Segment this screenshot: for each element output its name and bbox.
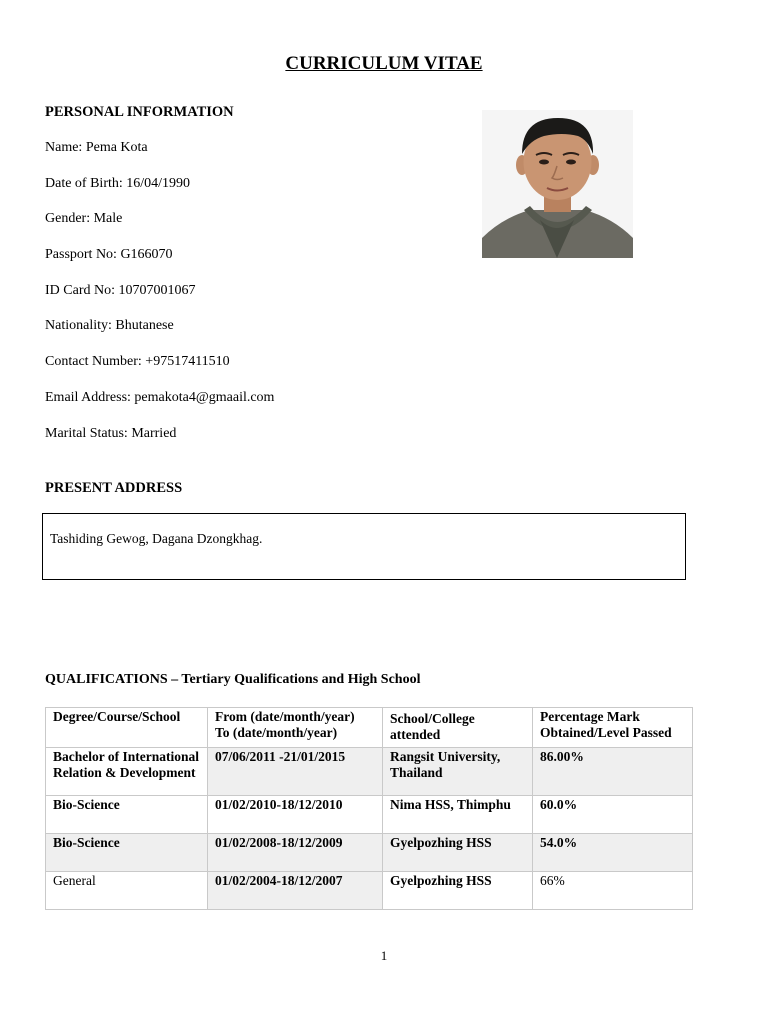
header-mark: Percentage Mark Obtained/Level Passed (533, 708, 693, 748)
row-course: Bachelor of International Relation & Development (46, 748, 208, 796)
personal-information-heading: PERSONAL INFORMATION (45, 104, 234, 120)
row-dates: 01/02/2010-18/12/2010 (208, 796, 383, 834)
portrait-illustration (482, 110, 633, 258)
row-dates: 01/02/2008-18/12/2009 (208, 834, 383, 872)
table-row (46, 872, 693, 910)
name-field: Name: Pema Kota (45, 140, 148, 155)
contact-number-field: Contact Number: +97517411510 (45, 354, 230, 370)
row-dates: 01/02/2004-18/12/2007 (208, 872, 383, 910)
profile-photo (482, 110, 633, 258)
header-dates (208, 708, 383, 748)
table-row (46, 796, 693, 834)
personal-information-list (45, 140, 274, 461)
present-address-text: Tashiding Gewog, Dagana Dzongkhag. (50, 531, 263, 546)
nationality-field: Nationality: Bhutanese (45, 318, 174, 334)
header-dates-to: To (date/month/year) (215, 725, 338, 740)
marital-status-field: Marital Status: Married (45, 425, 177, 441)
row-school: Rangsit University, Thailand (383, 748, 533, 796)
header-course: Degree/Course/School (46, 708, 208, 748)
row-course: General (46, 872, 208, 910)
row-mark: 54.0% (533, 834, 693, 872)
row-mark: 60.0% (533, 796, 693, 834)
header-school: School/College attended (383, 708, 533, 748)
table-row (46, 748, 693, 796)
qualifications-heading: QUALIFICATIONS – Tertiary Qualifications and High School (45, 672, 421, 687)
present-address-box (42, 513, 686, 580)
row-school: Gyelpozhing HSS (383, 872, 533, 910)
document-title: CURRICULUM VITAE (285, 53, 483, 74)
row-mark: 66% (533, 872, 693, 910)
header-dates-from: From (date/month/year) (215, 709, 355, 724)
date-of-birth-field: Date of Birth: 16/04/1990 (45, 175, 191, 191)
row-dates: 07/06/2011 -21/01/2015 (208, 748, 383, 796)
row-mark: 86.00% (533, 748, 693, 796)
email-field: Email Address: pemakota4@gmaail.com (45, 389, 275, 405)
id-card-field: ID Card No: 10707001067 (45, 282, 196, 298)
row-school: Nima HSS, Thimphu (383, 796, 533, 834)
passport-field: Passport No: G166070 (45, 247, 173, 263)
page-number: 1 (380, 948, 388, 963)
row-school: Gyelpozhing HSS (383, 834, 533, 872)
present-address-heading: PRESENT ADDRESS (45, 480, 183, 496)
table-row (46, 834, 693, 872)
gender-field: Gender: Male (45, 211, 123, 227)
table-header-row (46, 708, 693, 748)
qualifications-table (45, 707, 693, 910)
row-course: Bio-Science (46, 834, 208, 872)
row-course: Bio-Science (46, 796, 208, 834)
